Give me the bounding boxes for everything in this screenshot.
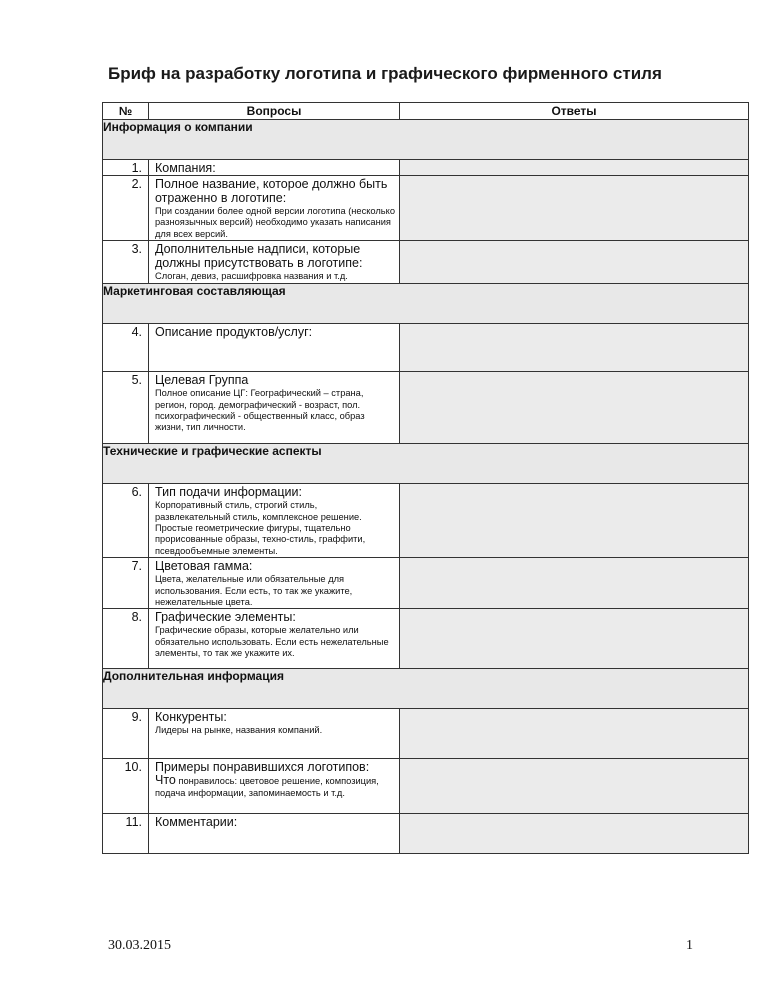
- question-hint: Графические образы, которые желательно или обязательно использовать. Если есть нежелательные элементы, то так же укажите их.: [155, 625, 389, 659]
- table-row: [103, 709, 749, 759]
- hint-text: понравилось: цветовое решение, композиция, подача информации, запоминаемость и т.д.: [155, 776, 379, 798]
- question-text: Цветовая гамма:: [155, 559, 253, 574]
- answer-field[interactable]: [400, 176, 749, 241]
- row-number: 11.: [103, 814, 149, 854]
- table-row: [103, 814, 749, 854]
- table-row: [103, 759, 749, 814]
- question-text: Целевая Группа: [155, 373, 249, 388]
- answer-field[interactable]: [400, 160, 749, 176]
- hint-lead-word: Что: [155, 773, 176, 788]
- table-row: [103, 241, 749, 284]
- question-text: Примеры понравившихся логотипов:: [155, 760, 370, 775]
- answer-field[interactable]: [400, 814, 749, 854]
- brief-table: [102, 102, 749, 854]
- question-text: Тип подачи информации:: [155, 485, 302, 500]
- row-number: 9.: [103, 709, 149, 759]
- header-answers: Ответы: [400, 103, 749, 120]
- question-text: Полное название, которое должно быть отраженно в логотипе:: [155, 177, 388, 205]
- section-row: [103, 669, 749, 709]
- question-hint: Слоган, девиз, расшифровка названия и т.д.: [155, 271, 348, 282]
- question-text: Описание продуктов/услуг:: [155, 325, 313, 340]
- section-additional: Дополнительная информация: [103, 669, 749, 709]
- section-row: [103, 444, 749, 484]
- row-number: 6.: [103, 484, 149, 558]
- footer-date: 30.03.2015: [108, 938, 171, 953]
- question-products: [149, 324, 400, 372]
- answer-field[interactable]: [400, 324, 749, 372]
- question-color-scheme: [149, 558, 400, 609]
- question-competitors: [149, 709, 400, 759]
- question-hint: Корпоративный стиль, строгий стиль, развлекательный стиль, комплексное решение. Простые геометрические фигуры, тщательно прорисованные образы, техно-стиль, граффити, псевдообъемные элементы.: [155, 500, 366, 556]
- table-row: [103, 160, 749, 176]
- section-row: [103, 120, 749, 160]
- answer-field[interactable]: [400, 372, 749, 444]
- table-row: [103, 324, 749, 372]
- table-row: [103, 176, 749, 241]
- section-marketing: Маркетинговая составляющая: [103, 284, 749, 324]
- row-number: 10.: [103, 759, 149, 814]
- header-questions: Вопросы: [149, 103, 400, 120]
- answer-field[interactable]: [400, 241, 749, 284]
- question-hint: [155, 775, 395, 799]
- row-number: 3.: [103, 241, 149, 284]
- answer-field[interactable]: [400, 558, 749, 609]
- table-header-row: [103, 103, 749, 120]
- question-company: [149, 160, 400, 176]
- section-row: [103, 284, 749, 324]
- question-target-group: [149, 372, 400, 444]
- table-row: [103, 558, 749, 609]
- question-hint: Полное описание ЦГ: Географический – страна, регион, город. демографический - возраст, пол. психографический - общественный класс, образ жизни, тип личности.: [155, 388, 365, 433]
- table-row: [103, 609, 749, 669]
- row-number: 8.: [103, 609, 149, 669]
- question-text: Комментарии:: [155, 815, 238, 830]
- row-number: 4.: [103, 324, 149, 372]
- row-number: 2.: [103, 176, 149, 241]
- document-title: Бриф на разработку логотипа и графического фирменного стиля: [108, 64, 662, 83]
- header-number: №: [103, 103, 149, 120]
- table-row: [103, 372, 749, 444]
- answer-field[interactable]: [400, 609, 749, 669]
- question-hint: Цвета, желательные или обязательные для использования. Если есть, то так же укажите, нежелательные цвета.: [155, 574, 353, 608]
- question-hint: Лидеры на рынке, названия компаний.: [155, 725, 323, 736]
- question-graphic-elements: [149, 609, 400, 669]
- answer-field[interactable]: [400, 484, 749, 558]
- question-comments: [149, 814, 400, 854]
- question-text: Дополнительные надписи, которые должны присутствовать в логотипе:: [155, 242, 363, 271]
- row-number: 5.: [103, 372, 149, 444]
- row-number: 7.: [103, 558, 149, 609]
- question-additional-text: [149, 241, 400, 284]
- answer-field[interactable]: [400, 709, 749, 759]
- question-full-name: [149, 176, 400, 241]
- row-number: 1.: [103, 160, 149, 176]
- question-liked-logos: [149, 759, 400, 814]
- question-hint: При создании более одной версии логотипа (несколько разноязычных версий) необходимо указать написания для всех версий.: [155, 206, 395, 239]
- table-row: [103, 484, 749, 558]
- question-text: Компания:: [155, 161, 216, 175]
- question-text: Конкуренты:: [155, 710, 227, 725]
- section-company-info: Информация о компании: [103, 120, 749, 160]
- question-presentation-type: [149, 484, 400, 558]
- answer-field[interactable]: [400, 759, 749, 814]
- page-number: 1: [686, 938, 693, 953]
- question-text: Графические элементы:: [155, 610, 296, 625]
- section-technical: Технические и графические аспекты: [103, 444, 749, 484]
